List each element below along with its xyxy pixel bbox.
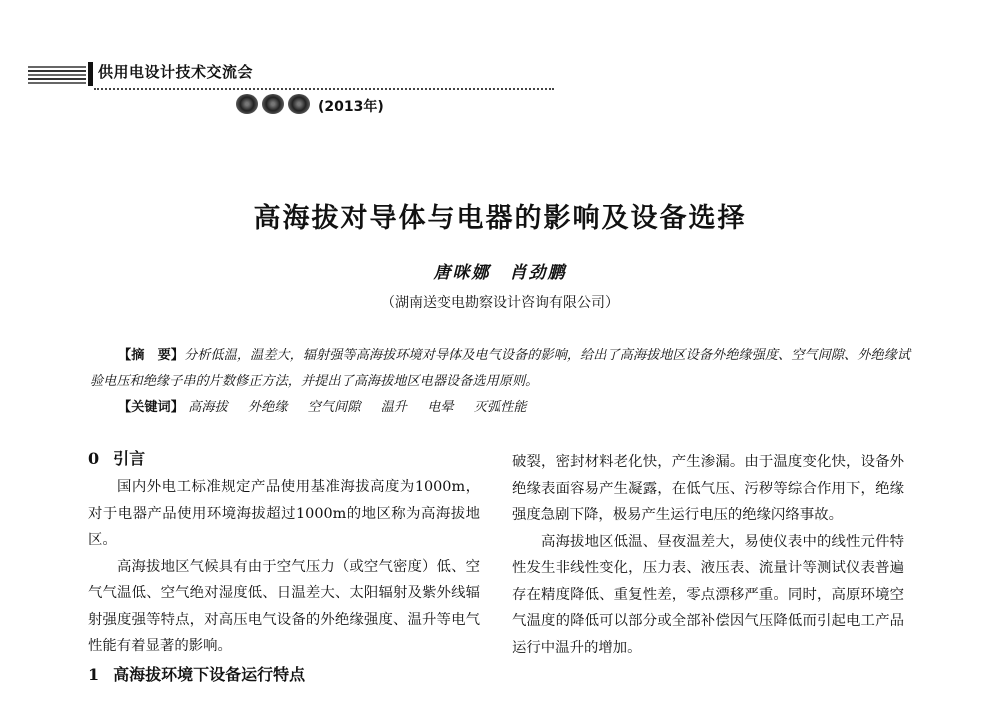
body-left-column [88,444,480,690]
keywords-label: 【关键词】 [118,400,184,415]
keyword: 温升 [380,400,407,415]
paragraph: 破裂，密封材料老化快，产生渗漏。由于温度变化快，设备外绝缘表面容易产生凝露，在低气压、污秽等综合作用下，绝缘强度急剧下降，极易产生运行电压的绝缘闪络事故。 [512,454,904,523]
section-number: 1 [88,664,100,684]
keyword: 灭弧性能 [473,400,527,415]
section-title: 高海拔环境下设备运行特点 [113,664,306,684]
header-dotted-rule [94,88,554,90]
section-heading-0 [88,444,480,474]
keyword: 外绝缘 [247,400,288,415]
header-bar-marker [88,62,93,86]
body-right-column [512,449,904,661]
keyword: 空气间隙 [307,400,361,415]
paragraph: 国内外电工标准规定产品使用基准海拔高度为1000m，对于电器产品使用环境海拔超过1000m的地区称为高海拔地区。 [88,479,480,548]
ornament-icon [236,94,258,114]
abstract [90,343,910,395]
keywords [118,396,543,420]
journal-year: (2013年) [318,99,384,115]
section-title: 引言 [113,449,146,468]
paper-affiliation: （湖南送变电勘察设计咨询有限公司） [381,295,619,311]
ornament-icon [288,94,310,114]
paragraph: 高海拔地区气候具有由于空气压力（或空气密度）低、空气气温低、空气绝对湿度低、日温差大、太阳辐射及紫外线辐射强度强等特点，对高压电气设备的外绝缘强度、温升等电气性能有着显著的影响。 [88,558,480,654]
abstract-text: 分析低温，温差大，辐射强等高海拔环境对导体及电气设备的影响，给出了高海拔地区设备外绝缘强度、空气间隙、外绝缘试验电压和绝缘子串的片数修正方法，并提出了高海拔地区电器设备选用原则。 [90,348,911,389]
ornament-icon [262,94,284,114]
paper-title: 高海拔对导体与电器的影响及设备选择 [253,203,747,234]
journal-name: 供用电设计技术交流会 [98,63,254,81]
paper-authors: 唐咪娜 肖劲鹏 [433,263,567,283]
paragraph: 高海拔地区低温、昼夜温差大，易使仪表中的线性元件特性发生非线性变化，压力表、液压表、流量计等测试仪表普遍存在精度降低、重复性差，零点漂移严重。同时，高原环境空气温度的降低可以部分或全部补偿因气压降低而引起电工产品运行中温升的增加。 [512,533,904,656]
header-stripes [28,66,86,86]
section-number: 0 [88,449,100,468]
abstract-label: 【摘 要】 [118,348,185,363]
keyword: 高海拔 [188,400,228,415]
header-ornament [236,94,310,114]
section-heading-1 [88,660,480,690]
keyword: 电晕 [427,400,454,415]
